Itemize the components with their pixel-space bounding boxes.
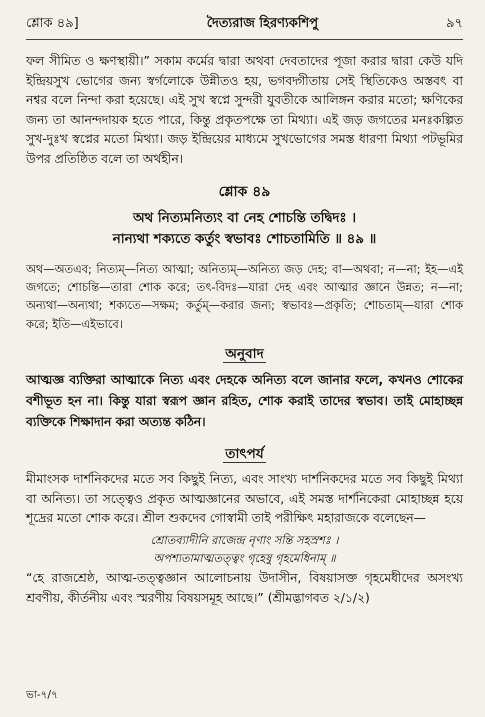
verse-line: অথ নিত্যমনিত্যং বা নেহ শোচন্তি তদ্বিদঃ । bbox=[132, 210, 357, 226]
word-synonyms: অথ—অতএব; নিত্যম্—নিত্য আত্মা; অনিত্যম্—অনিত্য জড় দেহ; বা—অথবা; ন—না; ইহ—এই জগতে; শোচন্তি—তারা শোক করে; তৎ-বিদঃ—যারা দেহ এবং আত্মার জ্ঞানে উন্নত; ন—না; অন্যথা—অন্যথা; শক্যতে—সক্ষম; কর্তুম্—করার জন্য; স্বভাবঃ—প্রকৃতি; শোচতাম্—যারা শোক করে; ইতি—এইভাবে। bbox=[26, 261, 463, 331]
translation-text: আত্মজ্ঞ ব্যক্তিরা আত্মাকে নিত্য এবং দেহকে অনিত্য বলে জানার ফলে, কখনও শোকের বশীভূত হন না। কিন্তু যারা স্বরূপ জ্ঞান রহিত, শোক করাই তাদের স্বভাব। তাই মোহাচ্ছন্ন ব্যক্তিকে শিক্ষাদান করা অত্যন্ত কঠিন। bbox=[26, 373, 463, 430]
closing-paragraph: “হে রাজশ্রেষ্ঠ, আত্ম-তত্ত্বজ্ঞান আলোচনায় উদাসীন, বিষয়াসক্ত গৃহমেধীদের অসংখ্য শ্রবণীয়, কীর্তনীয় এবং স্মরণীয় বিষয়সমূহ আছে।” (শ্রীমদ্ভাগবত ২/১/২) bbox=[26, 570, 463, 605]
quoted-verse bbox=[26, 531, 463, 567]
verse-line: নান্যথা শক্যতে কর্তুং স্বভাবঃ শোচতামিতি ॥ ৪৯ ॥ bbox=[112, 231, 377, 247]
purport-heading bbox=[26, 443, 463, 466]
purport-heading-text: তাৎপর্য bbox=[225, 446, 264, 463]
purport-paragraph: মীমাংসক দার্শনিকদের মতে সব কিছুই নিত্য, এবং সাংখ্য দার্শনিকদের মতে সব কিছুই মিথ্যা বা অনিত্য। তা সত্ত্বেও প্রকৃত আত্মজ্ঞানের অভাবে, এই সমস্ত দার্শনিকেরা মোহাচ্ছন্ন হয়ে শূদ্রের মতো শোক করে। শ্রীল শুকদেব গোস্বামী তাই পরীক্ষিৎ মহারাজকে বলেছেন— bbox=[26, 472, 463, 526]
intro-paragraph: ফল সীমিত ও ক্ষণস্থায়ী।” সকাম কর্মের দ্বারা অথবা দেবতাদের পূজা করার দ্বারা কেউ যদি ইন্দ্রিয়সুখ ভোগের জন্য স্বর্গলোকে উন্নীতও হয়, ভগবদ্গীতায় সেই স্থিতিকেও অস্তবৎ বা নশ্বর বলে নিন্দা করা হয়েছে। এই সুখ স্বপ্নে সুন্দরী যুবতীকে আলিঙ্গন করার মতো; ক্ষণিকের জন্য তা আনন্দদায়ক হতে পারে, কিন্তু প্রকৃতপক্ষে তা মিথ্যা। এই জড় জগতের মনঃকল্পিত সুখ-দুঃখ স্বপ্নের মতো মিথ্যা। জড় ইন্দ্রিয়ের মাধ্যমে সুখভোগের সমস্ত ধারণা মিথ্যা পটভূমির উপর প্রতিষ্ঠিত বলে তা অর্থহীন। bbox=[26, 54, 463, 166]
header-page-number: ৯৭ bbox=[446, 16, 463, 31]
header-chapter-title: দৈত্যরাজ হিরণ্যকশিপু bbox=[206, 16, 319, 31]
header-verse-ref: শ্লোক ৪৯] bbox=[26, 16, 79, 31]
footer-signature: ভা-৭/৭ bbox=[26, 689, 58, 701]
quoted-verse-line: শ্রোতব্যাদীনি রাজেন্দ্র নৃণাং সন্তি সহস্রশঃ । bbox=[150, 532, 339, 547]
quoted-verse-line: অপশ্যতামাত্মতত্ত্বং গৃহেষু গৃহমেধিনাম্ ॥ bbox=[153, 550, 336, 565]
sanskrit-verse bbox=[26, 208, 463, 250]
translation-heading-text: অনুবাদ bbox=[225, 346, 264, 363]
translation-heading bbox=[26, 343, 463, 366]
verse-title: শ্লোক ৪৯ bbox=[218, 183, 271, 200]
running-header bbox=[26, 14, 463, 40]
